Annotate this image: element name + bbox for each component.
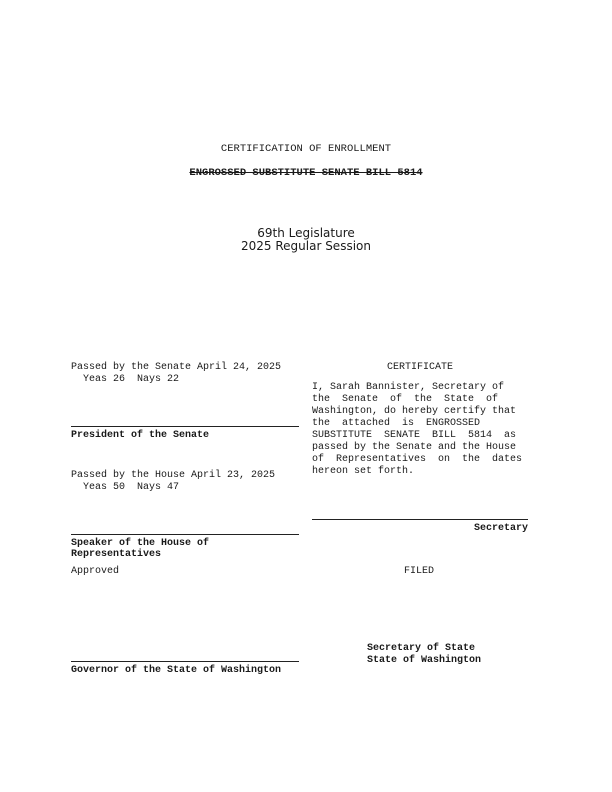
house-passed: Passed by the House April 23, 2025 [71, 470, 276, 481]
certificate-line: I, Sarah Bannister, Secretary of [312, 382, 505, 393]
filed-label: FILED [404, 566, 435, 577]
senate-votes-text: Yeas 26 Nays 22 [83, 374, 180, 385]
governor-signer: Governor of the State of Washington [71, 665, 282, 676]
document-title: CERTIFICATION OF ENROLLMENT [220, 143, 392, 155]
filed-signer-2: State of Washington [367, 655, 482, 666]
senate-votes [71, 374, 179, 385]
house-signer-2: Representatives [71, 549, 162, 560]
bill-name: ENGROSSED SUBSTITUTE SENATE BILL 5814 [189, 167, 423, 179]
certificate-line: SUBSTITUTE SENATE BILL 5814 as [312, 430, 517, 441]
certificate-text [312, 382, 528, 478]
legislature: 69th Legislature [257, 226, 355, 240]
approved-label: Approved [71, 566, 120, 577]
certificate-line: the Senate of the State of [312, 394, 499, 405]
senate-passed: Passed by the Senate April 24, 2025 [71, 362, 282, 373]
senate-signature-line [71, 426, 299, 427]
certificate-line: the attached is ENGROSSED [312, 418, 481, 429]
house-signature-line [71, 534, 299, 535]
senate-signer: President of the Senate [71, 430, 210, 441]
secretary-signature-line [312, 519, 528, 520]
legislature-block [0, 227, 612, 253]
session: 2025 Regular Session [241, 239, 371, 253]
certificate-line: hereon set forth. [312, 466, 415, 477]
certificate-heading: CERTIFICATE [386, 362, 453, 373]
certificate-line: passed by the Senate and the House [312, 442, 517, 453]
certificate-line: Washington, do hereby certify that [312, 406, 517, 417]
house-signer-1: Speaker of the House of [71, 538, 210, 549]
certificate-line: of Representatives on the dates [312, 454, 523, 465]
secretary-signer: Secretary [473, 523, 528, 534]
governor-signature-line [71, 661, 299, 662]
house-votes [71, 482, 179, 493]
filed-signer-1: Secretary of State [367, 643, 476, 654]
house-votes-text: Yeas 50 Nays 47 [83, 482, 180, 493]
